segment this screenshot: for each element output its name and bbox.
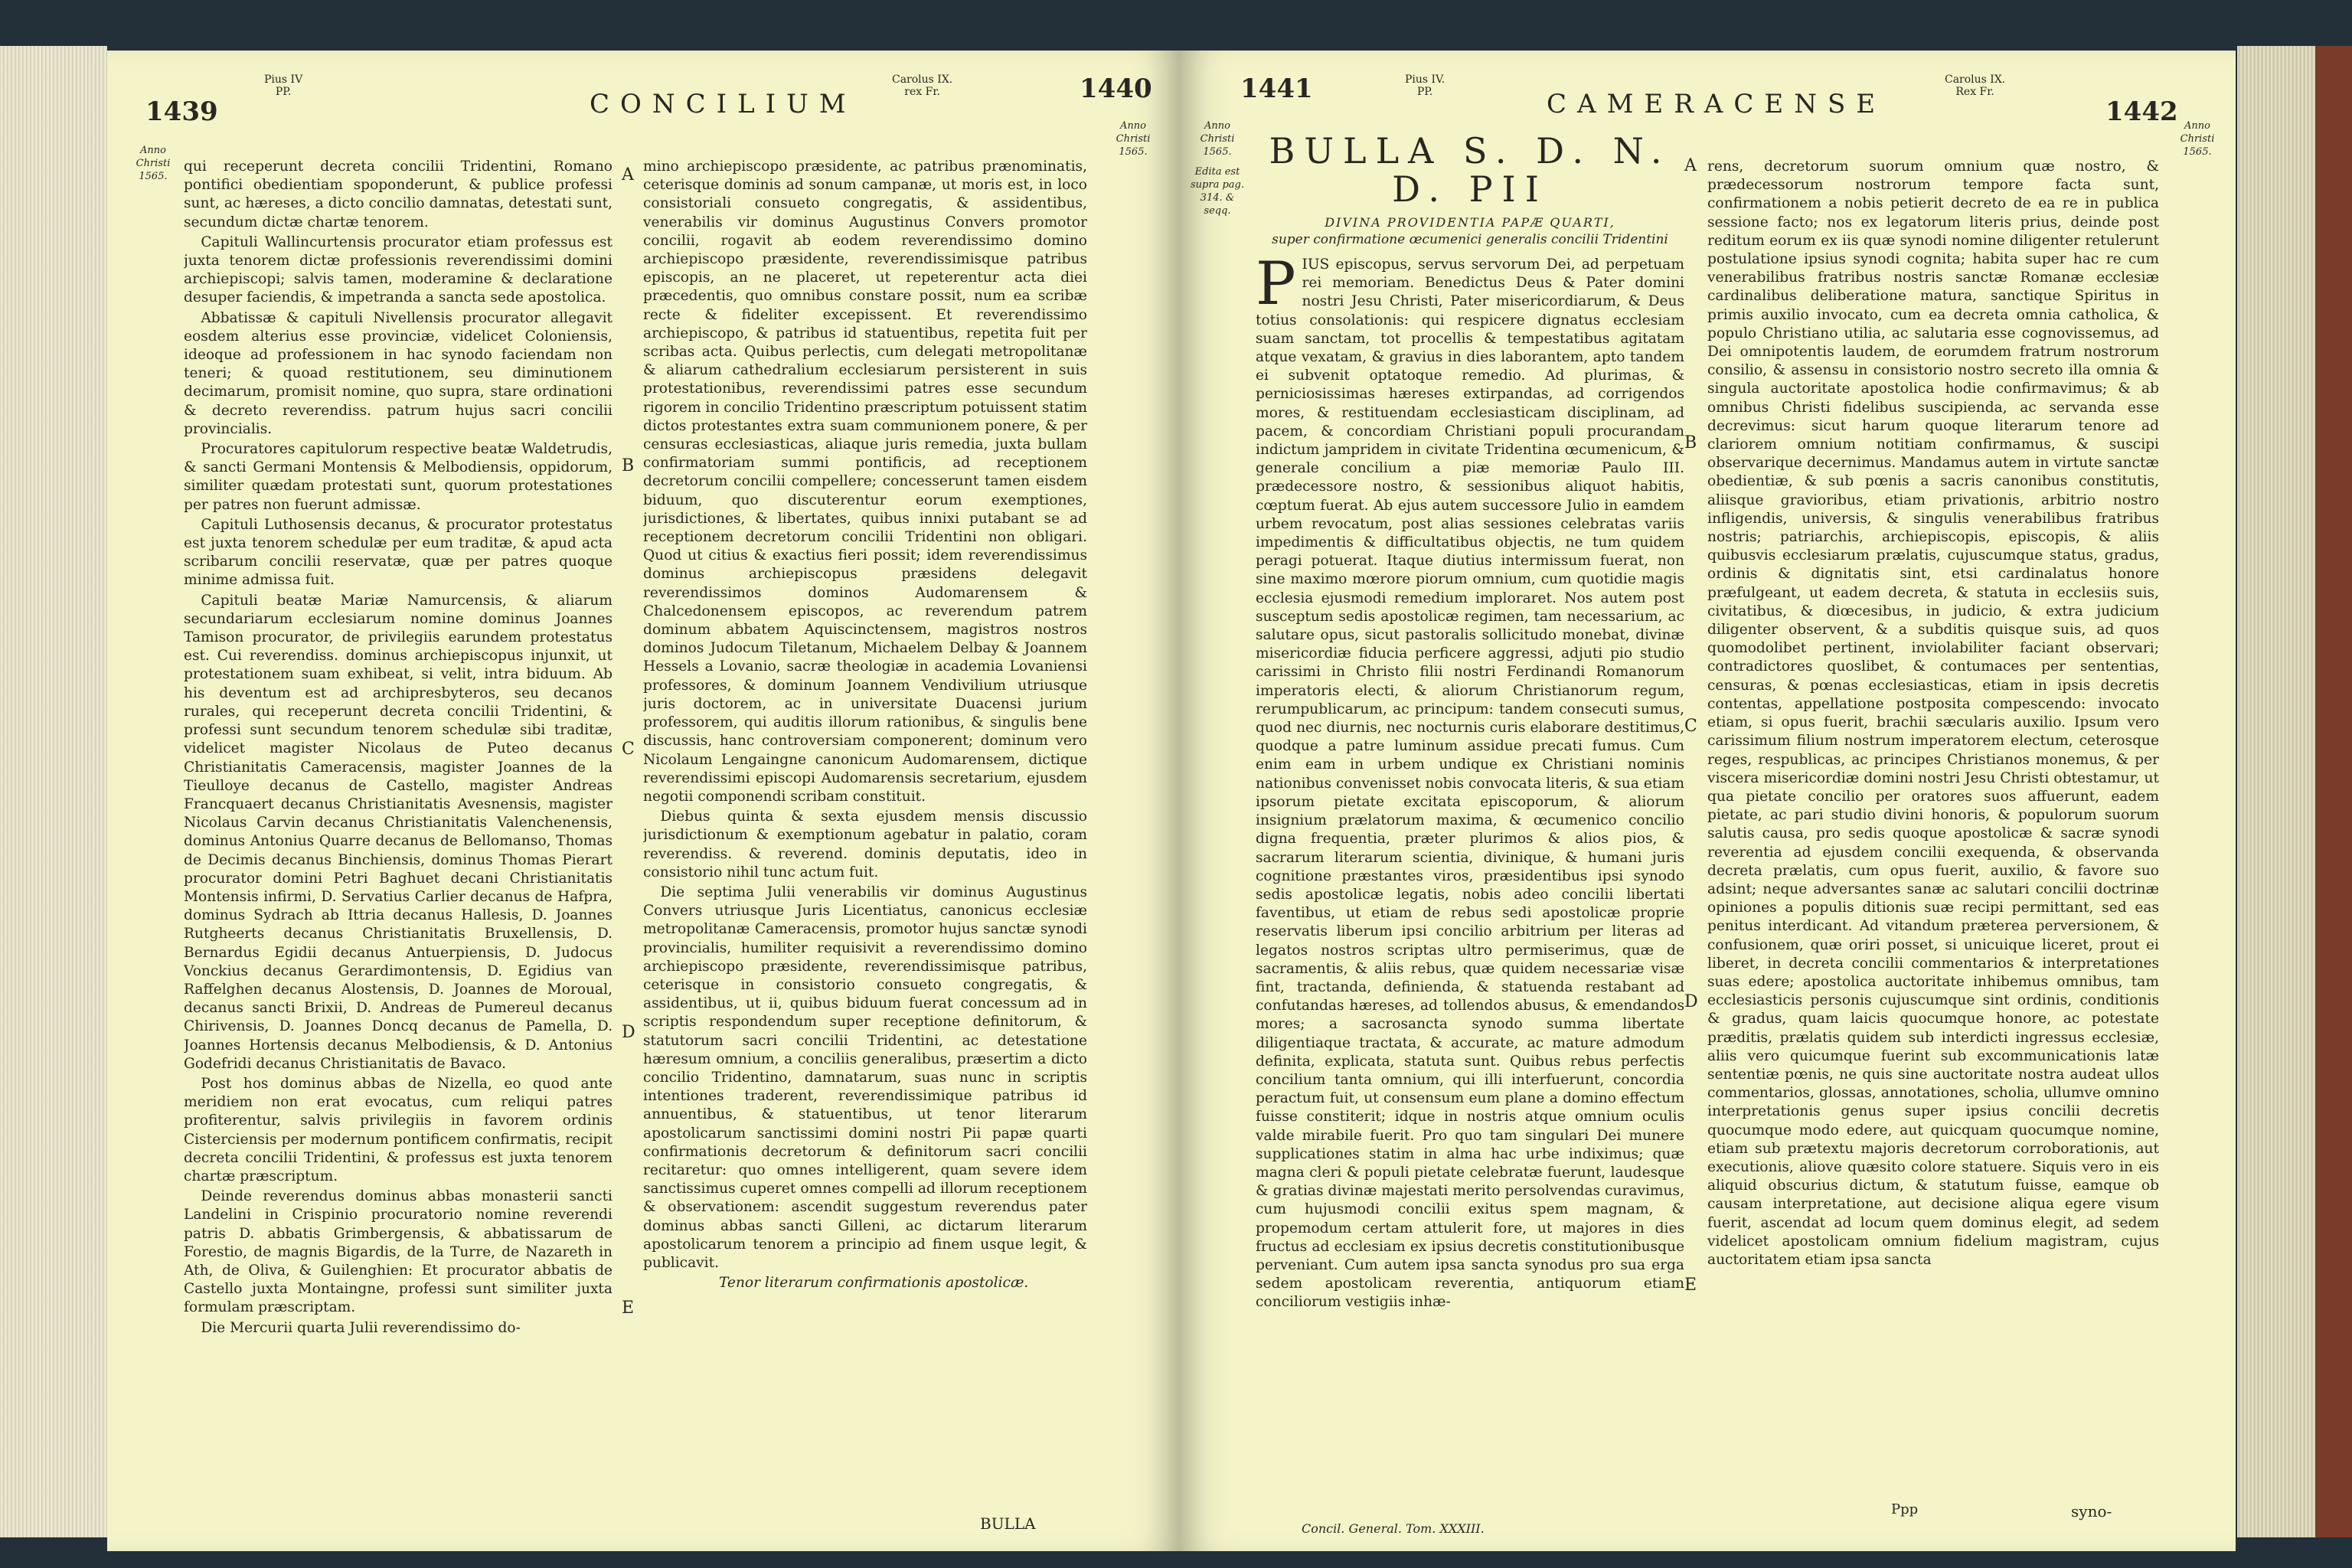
drop-cap: P [1256,250,1296,318]
section-letter: E [1684,1276,1697,1295]
running-head-title: CONCILIUM [590,89,857,119]
catchword: syno- [2071,1502,2112,1521]
margin-year: Anno Christi 1565. [1116,120,1151,158]
text-column-2: mino archiepiscopo præsidente, ac patribus prænominatis, ceterisque dominis ad sonum campanæ, ut moris est, in loco consistoriali consueto congregatis, & assidentibus, venerabilis vir dominus Augustinus Convers promotor concilii, rogavit ab eodem reverendissimo domino archiepiscopo præsidente, reverendissimisque patribus episcopis, an ne placeret, ut repeterentur acta diei præcedentis, quo omnibus constare possit, num ea scribæ recte & fideliter excepissent. Et reverendissimo archiepiscopo, & patribus id statuentibus, repetita fuit per scribas acta. Quibus perlectis, cum delegati metropolitanæ & aliarum cathedralium ecclesiarum persisterent in suis protestationibus, reverendissimi patres esse secundum rigorem in concilio Tridentino præscriptum potuissent statim dictos protestantes extra suam communionem ponere, & per censuras ecclesiasticas, aliaque juris remedia, juxta bullam confirmatoriam summi pontificis, ad receptionem decretorum concilii compellere; concesserunt tamen eisdem biduum, quo discuterentur eorum exemptiones, jurisdictiones, & libertates, quibus innixi putabant se ad receptionem decretorum concilii Tridentini non obligari. Quod ut citius & exactius fieri possit; idem reverendissimus dominus archiepiscopus præsidens delegavit reverendissimos dominos Audomarensem & Chalcedonensem episcopos, ac reverendum patrem dominum abbatem Aquiscinctensem, magistros nostros dominos Judocum Tiletanum, Michaelem Delbay & Joannem Hessels a Lovanio, sacræ theologiæ in academia Lovaniensi professores, & dominum Joannem Vendivilium utriusque juris doctorem, ac in universitate Duacensi jurium professorem, qui auditis illorum rationibus, & singulis bene discussis, hanc controversiam componerent; dominum vero Nicolaum Lengaingne canonicum Audomarensem, dictique reverendissimi episcopi Audomarensis secretarium, ejusdem negotii componendi scribam constituit. Diebus quinta & sexta ejusdem mensis discussio jurisdictionum & exemptionum agebatur in palatio, coram reverendiss. & reverend. dominis deputatis, ideo in consistorio nihil tunc actum fuit. Die septima Julii venerabilis vir dominus Augustinus Convers utriusque Juris Licentiatus, canonicus ecclesiæ metropolitanæ Cameracensis, promotor hujus sanctæ synodi provincialis, humiliter requisivit a reverendissimo domino archiepiscopo præsidente, reverendissimisque patribus, ceterisque in consistorio consueto congregatis, & assidentibus, ut ii, quibus biduum fuerat concessum ad in scriptis respondendum super receptione definitorum, & statutorum sacri concilii Tridentini, ac detestatione hæresum omnium, a conciliis generalibus, præsertim a dicto concilio Tridentino, damnatarum, suas nunc in scriptis intentiones traderent, reverendissimique patribus id annuentibus, & statuentibus, ut tenor literarum apostolicarum sanctissimi domini nostri Pii papæ quarti confirmationis decretorum & definitorum sacri concilii recitaretur: quo omnes intelligerent, quam severe idem sanctissimus cuperet omnes compelli ad illorum receptionem & observationem: ascendit suggestum reverendus pater dominus abbas sancti Gilleni, ac dictarum literarum apostolicarum tenorem a principio ad finem usque legit, & publicavit. Tenor literarum confirmationis apostolicæ. [643,158,1087,1459]
text-column-1 [1256,127,1684,1467]
page-edges-right [2237,46,2352,1537]
right-page [1179,51,2236,1551]
page-number: 1440 [1080,74,1152,104]
section-letter: C [1684,717,1697,736]
text-column-1: qui receperunt decreta concilii Tridentini, Romano pontifici obedientiam spoponderunt, & publice professi sunt, ac hæreses, a dicto concilio damnatas, detestati sunt, secundum dictæ chartæ tenorem. Capituli Wallincurtensis procurator etiam professus est juxta tenorem dictæ professionis reverendissimi domini archiepiscopi; salvis tamen, moderamine & declaratione desuper faciendis, & impetranda a sancta sede apostolica. Abbatissæ & capituli Nivellensis procurator allegavit eosdem alterius esse provinciæ, videlicet Coloniensis, ideoque ad professionem in hac synodo faciendam non teneri; & quoad restitutionem, seu diminutionem decimarum, promisit nomine, quo supra, stare ordinationi & decreto reverendiss. patrum hujus sacri concilii provincialis. Procuratores capitulorum respective beatæ Waldetrudis, & sancti Germani Montensis & Melbodiensis, oppidorum, similiter quædam protestati sunt, quorum protestationes per patres non fuerunt admissæ. Capituli Luthosensis decanus, & procurator protestatus est juxta tenorem schedulæ per eum traditæ, & apud acta scribarum concilii reservatæ, quæ per patres quoque minime admissa fuit. Capituli beatæ Mariæ Namurcensis, & aliarum secundariarum ecclesiarum nomine dominus Joannes Tamison procurator, de privilegiis earundem protestatus est. Cui reverendiss. dominus archiepiscopus injunxit, ut protestationem suam exhibeat, si velit, intra biduum. Ab his deventum est ad archipresbyteros, seu decanos rurales, qui receperunt decreta concilii Tridentini, & professi sunt secundum tenorem schedulæ sibi traditæ, videlicet magister Nicolaus de Puteo decanus Christianitatis Cameracensis, magister Joannes de la Tieulloye decanus de Castello, magister Andreas Francquaert decanus Christianitatis Avesnensis, magister Nicolaus Carvin decanus Christianitatis Valenchenensis, dominus Antonius Quarre decanus de Bellomanso, Thomas de Decimis decanus Binchiensis, dominus Thomas Pierart procurator domini Petri Baghuet decani Christianitatis Montensis infirmi, D. Servatius Carlier decanus de Hafpra, dominus Sydrach ab Ittria decanus Hallesis, D. Joannes Rutgheerts decanus Christianitatis Bruxellensis, D. Bernardus Egidii decanus Antuerpiensis, D. Judocus Vonckius decanus Gerardimontensis, D. Egidius van Raffelghen decanus Alostensis, D. Joannes de Moroual, decanus sancti Brixii, D. Andreas de Pumereul decanus Chirivensis, D. Joannes Doncq decanus de Pamella, D. Joannes Hortensis decanus Melbodiensis, & D. Antonius Godefridi decanus Christianitatis de Bavaco. Post hos dominus abbas de Nizella, eo quod ante meridiem non erat evocatus, cum reliqui patres profiterentur, salvis privilegiis in favorem ordinis Cisterciensis per modernum pontificem confirmatis, recipit decreta concilii Tridentini, & professus est juxta tenorem chartæ præscriptum. Deinde reverendus dominus abbas monasterii sancti Landelini in Crispinio procuratorio nomine reverendi patris D. abbatis Grimbergensis, & abbatissarum de Forestio, de magnis Bigardis, de la Turre, de Nazareth in Ath, de Oliva, & Guilenghien: Et procurator abbatis de Castello juxta Montaingne, professi sunt similiter juxta formulam præscriptam. Die Mercurii quarta Julii reverendissimo do- [184,158,612,1336]
page-number: 1439 [145,96,218,127]
tenor-heading: Tenor literarum confirmationis apostolicæ. [718,1275,1029,1292]
section-letter: A [1684,156,1697,175]
bulla-text: IUS episcopus, servus servorum Dei, ad perpetuam rei memoriam. Benedictus Deus & Pater domini nostri Jesu Christi, Pater misericordiarum, & Deus totius consolationis: qui respicere dignatus ecclesiam suam sanctam, tot procellis & tempestatibus agitatam atque vexatam, & gravius in dies laborantem, apto tandem ei subvenit optatoque remedio. Ad plurimas, & perniciosissimas hæreses extirpandas, ad corrigendos mores, & restituendam ecclesiasticam disciplinam, ad pacem, & concordiam Christiani populi procurandam indictum jampridem in civitate Tridentina œcumenicum, & generale concilium a piæ memoriæ Paulo III. prædecessore nostro, & sessionibus aliquot habitis, cœptum fuerat. Ab ejus autem successore Julio in eamdem urbem revocatum, post alias sessiones celebratas variis impedimentis & difficultatibus objectis, ne tum quidem peragi potuerat. Itaque diutius intermissum fuerat, non sine maximo mœrore piorum omnium, cum quotidie magis ecclesia ejusmodi remedium imploraret. Nos autem post susceptum sedis apostolicæ regimen, tam necessarium, ac salutare opus, sicut pastoralis sollicitudo monebat, divinæ misericordiæ fiducia perficere aggressi, adjuti pio studio carissimi in Christo filii nostri Ferdinandi Romanorum imperatoris electi, & aliorum Christianorum regum, rerumpublicarum, ac principum: tandem consecuti sumus, quod nec diurnis, nec nocturnis curis elaborare destitimus, quodque a patre luminum assidue precati fumus. Cum enim eam in urbem undique ex Christiani nominis nationibus convenisset nobis convocata literis, & sua etiam ipsorum pietate excitata episcoporum, & aliorum insignium prælatorum maxima, & œcumenico concilio digna frequentia, præter plurimos & alios pios, & sacrarum literarum scientia, divinique, & humani juris cognitione præstantes viros, præsidentibus ipsi synodo sedis apostolicæ legatis, nobis adeo concilii libertati faventibus, ut etiam de rebus sedi apostolicæ proprie reservatis liberum ipsi concilio arbitrium per literas ad legatos nostros scriptas ultro permiserimus, quæ de sacramentis, & aliis rebus, quæ quidem necessariæ visæ fint, tractanda, definienda, & statuenda restabant ad confutandas hæreses, ad tollendos abusus, & emendandos mores; a sacrosancta synodo summa libertate diligentiaque tractata, & accurate, ac mature admodum definita, explicata, statuta sunt. Quibus rebus perfectis concilium tanta omnium, qui illi interfuerunt, concordia peractum fuit, ut consensum eum plane a domino effectum fuisse constiterit; idque in nostris atque omnium oculis valde mirabile fuerit. Pro quo tam singulari Dei munere supplicationes statim in alma hac urbe indiximus; quæ magna cleri & populi pietate celebratæ fuerunt, laudesque & gratias divinæ majestati merito persolvendas curavimus, cum hujusmodi concilii exitus spem magnam, & propemodum certam attulerit fore, ut majores in dies fructus ad ecclesiam ex ipsius decretis constitutionibusque perveniant. Cum autem ipsa sancta synodus pro sua erga sedem apostolicam reverentia, antiquorum etiam conciliorum vestigiis inhæ- [1256,256,1684,1311]
running-head-title: CAMERACENSE [1547,89,1886,119]
section-letter: B [1684,433,1697,452]
bulla-subtitle-2: super confirmatione œcumenici generalis concilii Tridentini [1272,232,1668,247]
running-head-pope: Pius IV. PP. [1405,74,1446,98]
running-head-pope: Pius IV PP. [264,74,303,98]
page-number: 1441 [1240,74,1313,104]
footer-volume: Concil. General. Tom. XXXIII. [1302,1521,1485,1536]
page-number: 1442 [2105,96,2178,127]
running-head-king: Carolus IX. Rex Fr. [1945,74,2006,98]
section-letter: D [622,1023,635,1042]
section-letter: E [622,1298,635,1318]
section-letter: B [622,456,635,475]
text-column-2: rens, decretorum suorum omnium quæ nostro, & prædecessorum nostrorum tempore facta sunt, confirmationem a nobis petierit decreto de ea re in publica sessione facto; nos ex legatorum literis prius, deinde post reditum eorum ex iis quæ synodi nomine diligenter retulerunt postulatione ipsius synodi cognita; habita super hac re cum venerabilibus fratribus nostris sanctæ Romanæ ecclesiæ cardinalibus deliberatione matura, sanctique Spiritus in primis auxilio invocato, cum ea decreta omnia catholica, & populo Christiano utilia, ac salutaria esse cognovissemus, ad Dei omnipotentis laudem, de eorumdem fratrum nostrorum consilio, & assensu in consistorio nostro secreto illa omnia & singula auctoritate apostolica hodie confirmavimus; & ab omnibus Christi fidelibus suscipienda, ac servanda esse decrevimus: sicut harum quoque literarum tenore ad clariorem omnium notitiam confirmamus, & suscipi observarique decernimus. Mandamus autem in virtute sanctæ obedientiæ, & sub pœnis a sacris canonibus constitutis, aliisque gravioribus, etiam privationis, arbitrio nostro infligendis, universis, & singulis venerabilibus fratribus nostris; patriarchis, archiepiscopis, episcopis, & aliis quibusvis ecclesiarum prælatis, cujuscumque status, gradus, ordinis & dignitatis sint, etsi cardinalatus honore præfulgeant, ut eadem decreta, & statuta in ecclesiis suis, civitatibus, & diœcesibus, in judicio, & extra judicium diligenter observent, & a subditis quisque suis, ad quos quomodolibet pertinent, inviolabiliter faciant observari; contradictores quoslibet, & contumaces per sententias, censuras, & pœnas ecclesiasticas, etiam in ipsis decretis contentas, appellatione postposita compescendo: invocato etiam, si opus fuerit, brachii sæcularis auxilio. Ipsum vero carissimum filium nostrum imperatorem electum, ceterosque reges, respublicas, ac principes Christianos monemus, & per viscera misericordiæ domini nostri Jesu Christi obtestamur, ut qua pietate concilio per oratores suos affuerunt, eadem pietate, ac pari studio divini honoris, & populorum suorum salutis causa, pro sedis quoque apostolicæ & sacræ synodi reverentia ad ejusdem concilii exequenda, & observanda decreta prælatis, cum opus fuerit, auxilio, & favore suo adsint; neque adversantes sanæ ac salutari concilii doctrinæ opiniones a populis ditionis suæ recipi permittant, sed eas penitus interdicant. Ad vitandum præterea perversionem, & confusionem, quæ oriri posset, si unicuique liceret, prout ei liberet, in decreta concilii commentarios & interpretationes suas edere; apostolica auctoritate inhibemus omnibus, tam ecclesiasticis personis cujuscumque sint ordinis, conditionis & gradus, quam laicis quocumque honore, ac potestate præditis, prælatis quidem sub interdicti ingressus ecclesiæ, aliis vero quicumque fuerint sub excommunicationis latæ sententiæ pœnis, ne quis sine auctoritate nostra audeat ullos commentarios, glossas, annotationes, scholia, ullumve omnino interpretationis genus super ipsius concilii decretis quocumque modo edere, aut quicquam quocumque nomine, etiam sub prætextu majoris decretorum corroborationis, aut executionis, aliove quæsito colore statuere. Siquis vero in eis aliquid obscurius dictum, & statutum fuisse, eamque ob causam interpretatione, aut decisione aliqua egere visum fuerit, ascendat ad locum quem dominus elegit, ad sedem videlicet apostolicam omnium fidelium magistram, cujus auctoritatem etiam ipsa sancta [1707,158,2159,1268]
margin-year: Anno Christi 1565. [1200,120,1235,158]
page-edges-left [0,46,107,1537]
bulla-title: BULLA S. D. N. D. PII [1269,130,1671,210]
section-letter: D [1684,992,1698,1011]
margin-note-edition: Edita est supra pag. 314. & seqq. [1191,166,1244,217]
section-letter: C [622,740,635,759]
margin-year: Anno Christi 1565. [2180,120,2215,158]
bulla-subtitle: DIVINA PROVIDENTIA PAPÆ QUARTI, [1325,215,1615,230]
left-page [107,51,1179,1551]
margin-year: Anno Christi 1565. [136,145,171,182]
running-head-king: Carolus IX. rex Fr. [892,74,953,98]
section-letter: A [622,165,634,185]
signature-mark: Ppp [1891,1501,1919,1517]
catchword: BULLA [980,1514,1036,1533]
